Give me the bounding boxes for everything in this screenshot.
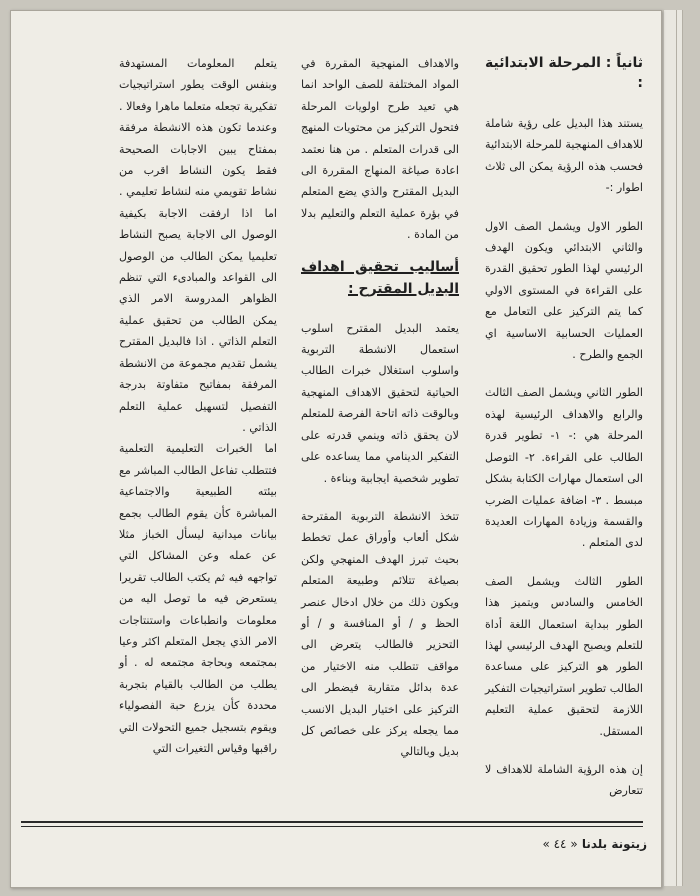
- paragraph: يعتمد البديل المقترح اسلوب استعمال الانشطة التربوية واسلوب استغلال خبرات الطالب الحياتية لتحقيق الاهداف المنهجية وبالوقت ذاته اتاحة الفرصة للمتعلم لان يحقق ذاته وينمي قدرته على التفكير الدينامي مما يساعده على تطوير شخصية ايجابية وبناءة .: [301, 321, 459, 485]
- page-number: « ٤٤ »: [542, 837, 578, 851]
- section-heading-primary-stage: ثانياً : المرحلة الابتدائية :: [485, 55, 643, 91]
- paragraph: اما الخبرات التعليمية التعلمية فتتطلب تفاعل الطالب المباشر مع بيئته الطبيعية والاجتماعية المباشرة كأن يقوم الطالب بجمع بيانات ميدانية ليسأل الخباز مثلا عن عمله وعن المشاكل التي تواجهه فيه ثم يكتب الطالب تقريرا يستعرض فيه ما توصل اليه من معلومات وانطباعات واستنتاجات الامر الذي يجعل المتعلم اكثر وعيا بمجتمعه وبحاجة مجتمعه له . أو يطلب من الطالب بالقيام بتجربة محددة كأن يزرع حبة الفصولياء ويقوم بتسجيل جميع التحولات التي راقبها وقياس التغيرات التي: [119, 442, 277, 755]
- paragraph: يستند هذا البديل على رؤية شاملة للاهداف المنهجية للمرحلة الابتدائية فحسب هذه الرؤية يمكن الى ثلاث اطوار :-: [485, 117, 643, 195]
- paragraph: إن هذه الرؤية الشاملة للاهداف لا تتعارض: [485, 762, 643, 798]
- footer-rule: [21, 821, 643, 823]
- paragraph: الطور الثالث ويشمل الصف الخامس والسادس ويتميز هذا الطور ببداية استعمال اللغة أداة للتعلم ويصبح الهدف الرئيسي لهذا الطور هو التركيز على مساعدة الطالب تطوير استراتيجيات التفكير اللازمة لتحقيق عملية التعليم المستقل.: [485, 574, 643, 738]
- column-left: [119, 53, 277, 759]
- section-heading-methods: أساليب تحقيق اهداف البديل المقترح :: [301, 258, 459, 297]
- page-stack-edge: [664, 10, 677, 886]
- paragraph: يتعلم المعلومات المستهدفة وبنفس الوقت يطور استراتيجيات تفكيرية تجعله متعلما ماهرا وفعالا . وعندما تكون هذه الانشطة مرفقة بمفتاح يبين الاجابات الصحيحة فقط يكون النشاط اقرب من نشاط تقويمي منه لنشاط تعليمي . اما اذا ارفقت الاجابة بكيفية الوصول الى الاجابة يصبح النشاط تعليميا يمكن الطالب من الوصول الى القواعد والمبادىء التي تنظم الظواهر المدروسة الامر الذي يمكن الطالب من تحقيق عملية التعلم الذاتي . اذا فالبديل المقترح يشمل تقديم مجموعة من الانشطة المرفقة بمفاتيح متفاوتة بدرجة التفصيل لتسهيل عملية التعلم الذاتي .: [119, 57, 277, 434]
- footer-rule-thin: [21, 826, 643, 827]
- paragraph: الطور الثاني ويشمل الصف الثالث والرابع والاهداف الرئيسية لهذه المرحلة هي :- ١- تطوير قدرة الطالب على القراءة. ٢- التوصل الى استعمال مهارات الكتابة بشكل مبسط . ٣- اضافة عمليات الضرب والقسمة وزيادة المهارات العديدة لدى المتعلم .: [485, 386, 644, 550]
- page-footer: [536, 837, 647, 851]
- column-middle: [301, 53, 459, 763]
- paragraph: الطور الاول ويشمل الصف الاول والثاني الابتدائي ويكون الهدف الرئيسي لهذا الطور تحقيق القدرة على القراءة في المستوى الاولي كما يتم التركيز على التعامل مع العمليات الحسابية الاساسية اي الجمع والطرح .: [485, 219, 643, 362]
- magazine-title: زيتونة بلدنا: [581, 837, 647, 851]
- document-page: [10, 10, 662, 888]
- column-right: [485, 53, 643, 802]
- paragraph: والاهداف المنهجية المقررة في المواد المختلفة للصف الواحد انما هي تعيد طرح اولويات المرحلة فتحول التركيز من محتويات المنهج الى قدرات المتعلم . من هنا نعتمد اعادة صياغة المنهاج المقررة الى البديل المقترح والذي يضع المتعلم في بؤرة عملية التعلم والتعليم بدلا من المادة .: [301, 57, 459, 242]
- paragraph: تتخذ الانشطة التربوية المقترحة شكل ألعاب وأوراق عمل تخطط بحيث تبرز الهدف المنهجي ولكن بصياغة تتلائم وطبيعة المتعلم ويكون ذلك من خلال ادخال عنصر الحظ و / أو المنافسة و / أو التحزير فالطالب يتعرض الى مواقف تتطلب منه الاختيار من عدة بدائل متقاربة فيضطر الى التركيز على اختيار البديل الانسب مما يجعله يركز على خصائص كل بديل وبالتالي: [301, 509, 459, 759]
